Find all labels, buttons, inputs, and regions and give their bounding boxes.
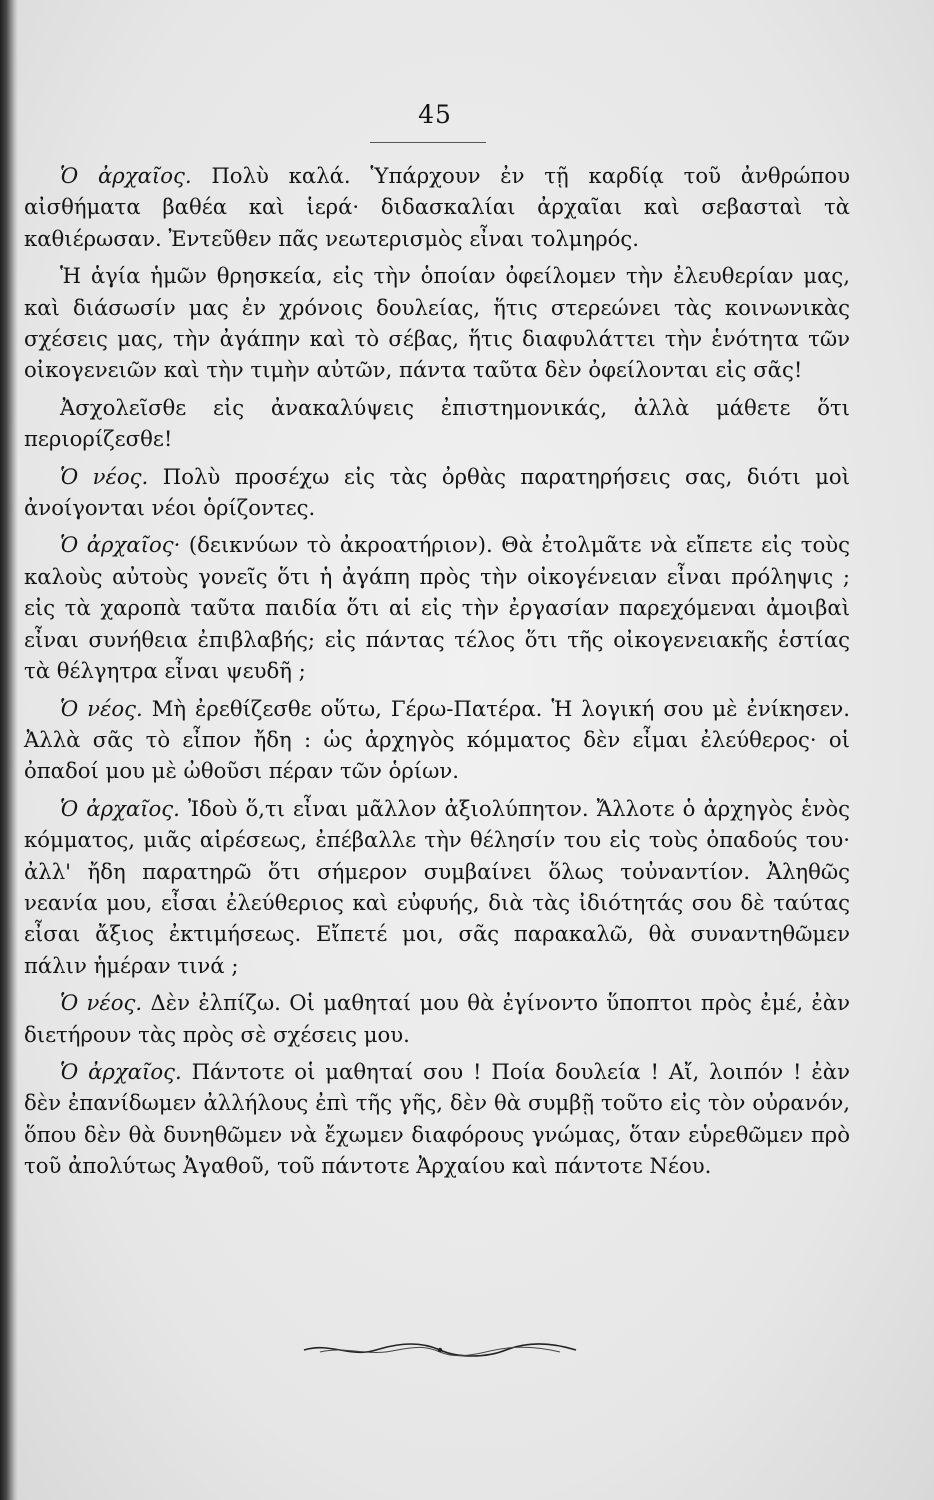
speaker-label: Ὁ ἀρχαῖος. [60,1058,182,1084]
paragraph-text: Μὴ ἐρεθίζεσθε οὕτω, Γέρω-Πατέρα. Ἡ λογική σου μὲ ἐνίκησεν. Ἀλλὰ σᾶς τὸ εἶπον ἤδη : ὡς ἀρχηγὸς κόμματος δὲν εἶμαι ἐλεύθερος· οἱ ὀπαδοί μου μὲ ὠθοῦσι πέραν τῶν ὁρίων. [24,695,850,784]
paragraph-2 [24,260,850,386]
speaker-label: Ὁ ἀρχαῖος. [60,795,180,821]
paragraph-8 [24,987,850,1050]
dialogue-text [24,160,850,1188]
paragraph-text: Πολὺ προσέχω εἰς τὰς ὀρθὰς παρατηρήσεις σας, διότι μοὶ ἀνοίγονται νέοι ὁρίζοντες. [24,463,850,521]
speaker-label: Ὁ ἀρχαῖος. [60,163,192,188]
speaker-label: Ὁ ἀρχαῖος· [60,532,181,558]
paragraph-6 [24,693,850,787]
page-number: 45 [418,100,452,129]
paragraph-9 [24,1056,850,1182]
speaker-label: Ὁ νέος. [60,990,143,1016]
speaker-label: Ὁ νέος. [60,695,143,721]
page-number-rule [370,142,486,143]
paragraph-1 [24,160,850,254]
paragraph-text: Ἰδοὺ ὅ,τι εἶναι μᾶλλον ἀξιολύπητον. Ἄλλοτε ὁ ἀρχηγὸς ἑνὸς κόμματος, μιᾶς αἱρέσεως, ἐπέβαλλε τὴν θέλησίν του εἰς τοὺς ὀπαδούς του· ἀλλ' ἤδη παρατηρῶ ὅτι σήμερον συμβαίνει ὅλως τοὐναντίον. Ἀληθῶς νεανία μου, εἶσαι ἐλεύθεριος καὶ εὐφυής, διὰ τὰς ἰδιότητάς σου δὲ ταύτας εἶσαι ἄξιος ἐκτιμήσεως. Εἴπετέ μοι, σᾶς παρακαλῶ, θὰ συναντηθῶμεν πάλιν ἡμέραν τινά ; [24,795,850,978]
paragraph-7 [24,793,850,981]
speaker-label: Ὁ νέος. [60,463,149,489]
paragraph-text: Ἡ ἁγία ἡμῶν θρησκεία, εἰς τὴν ὁποίαν ὀφείλομεν τὴν ἐλευθερίαν μας, καὶ διάσωσίν μας ἐν χρόνοις δουλείας, ἥτις στερεώνει τὰς κοινωνικὰς σχέσεις μας, τὴν ἀγάπην καὶ τὸ σέβας, ἥτις διαφυλάττει τὴν ἑνότητα τῶν οἰκογενειῶν καὶ τὴν τιμὴν αὐτῶν, πάντα ταῦτα δὲν ὀφείλονται εἰς σᾶς! [24,263,850,383]
paragraph-text: Ἀσχολεῖσθε εἰς ἀνακαλύψεις ἐπιστημονικάς, ἀλλὰ μάθετε ὅτι περιορίζεσθε! [24,394,850,452]
paragraph-text: (δεικνύων τὸ ἀκροατήριον). Θὰ ἐτολμᾶτε νὰ εἴπετε εἰς τοὺς καλοὺς αὐτοὺς γονεῖς ὅτι ἡ ἀγάπη πρὸς τὴν οἰκογένειαν εἶναι πρόληψις ; εἰς τὰ χαροπὰ ταῦτα παιδία ὅτι αἱ εἰς τὴν ἐργασίαν παρεχόμεναι ἀμοιβαὶ εἶναι συνήθεια ἐπιβλαβής; εἰς πάντας τέλος ὅτι τῆς οἰκογενειακῆς ἑστίας τὰ θέλγητρα εἶναι ψευδῆ ; [24,532,850,684]
wavy-rule-ornament-icon [300,1338,580,1362]
paragraph-text: Πάντοτε οἱ μαθηταί σου ! Ποία δουλεία ! Αἴ, λοιπόν ! ἐὰν δὲν ἐπανίδωμεν ἀλλήλους ἐπὶ τῆς γῆς, δὲν θὰ συμβῇ τοῦτο εἰς τὸν οὐρανόν, ὅπου δὲν θὰ δυνηθῶμεν νὰ ἔχωμεν διαφόρους γνώμας, ὅταν εὑρεθῶμεν πρὸ τοῦ ἀπολύτως Ἀγαθοῦ, τοῦ πάντοτε Ἀρχαίου καὶ πάντοτε Νέου. [24,1058,850,1179]
paragraph-3 [24,392,850,455]
paragraph-text: Πολὺ καλά. Ὑπάρχουν ἐν τῇ καρδίᾳ τοῦ ἀνθρώπου αἰσθήματα βαθέα καὶ ἱερά· διδασκαλίαι ἀρχαῖαι καὶ σεβασταὶ τὰ καθιέρωσαν. Ἐντεῦθεν πᾶς νεωτερισμὸς εἶναι τολμηρός. [24,163,850,251]
paragraph-5 [24,529,850,686]
paragraph-text: Δὲν ἐλπίζω. Οἱ μαθηταί μου θὰ ἐγίνοντο ὕποπτοι πρὸς ἐμέ, ἐὰν διετήρουν τὰς πρὸς σὲ σχέσεις μου. [24,990,850,1047]
paragraph-4 [24,461,850,524]
binding-shadow [0,0,18,1500]
